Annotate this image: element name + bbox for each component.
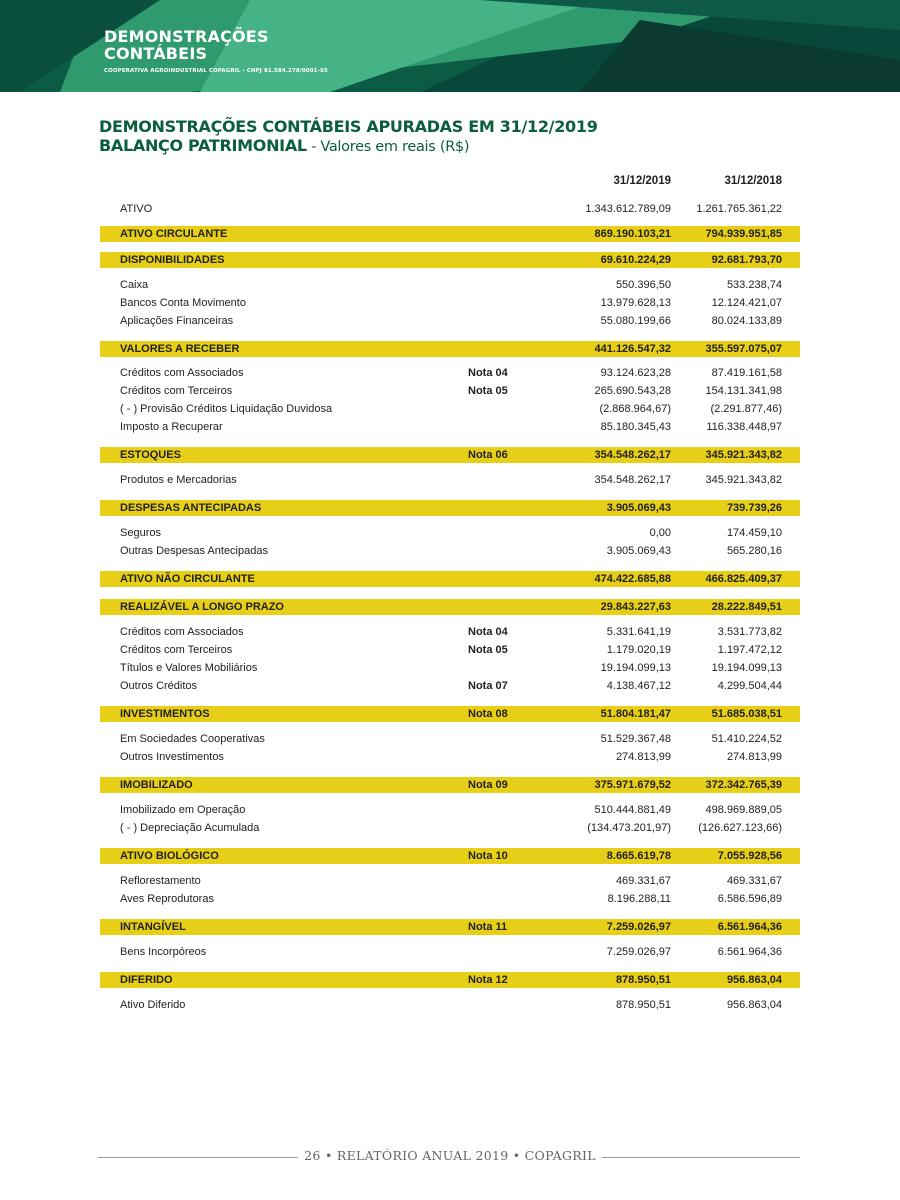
row-value-2018: 80.024.133,89 <box>711 315 782 327</box>
column-header-2019: 31/12/2019 <box>613 175 671 187</box>
row-note-reference: Nota 04 <box>468 626 508 638</box>
row-value-2019: 274.813,99 <box>615 751 671 763</box>
row-value-2018: 3.531.773,82 <box>717 626 782 638</box>
document-title-line2-bold: BALANÇO PATRIMONIAL <box>99 136 307 155</box>
row-value-2018: 1.261.765.361,22 <box>696 203 782 215</box>
section-row-ativo-nao-circulante <box>100 571 800 587</box>
row-label: DIFERIDO <box>120 974 173 986</box>
section-row-despesas-antecipadas <box>100 500 800 516</box>
row-value-2018: 372.342.765,39 <box>705 779 782 791</box>
header-title <box>104 28 269 62</box>
row-label: Reflorestamento <box>120 875 201 887</box>
table-row <box>100 312 800 330</box>
row-label: Créditos com Associados <box>120 367 244 379</box>
table-row <box>100 276 800 294</box>
section-row-ativo-biologico <box>100 848 800 864</box>
row-note-reference: Nota 04 <box>468 367 508 379</box>
row-label: DESPESAS ANTECIPADAS <box>120 502 262 514</box>
row-label: Ativo Diferido <box>120 999 186 1011</box>
row-label: Títulos e Valores Mobiliários <box>120 662 258 674</box>
row-value-2018: 51.685.038,51 <box>711 708 782 720</box>
row-value-2018: 466.825.409,37 <box>705 573 782 585</box>
row-label: ( - ) Provisão Créditos Liquidação Duvidosa <box>120 403 333 415</box>
row-label: Outros Créditos <box>120 680 198 692</box>
row-label: Créditos com Terceiros <box>120 644 233 656</box>
row-value-2019: 8.665.619,78 <box>606 850 671 862</box>
document-title-line1: DEMONSTRAÇÕES CONTÁBEIS APURADAS EM 31/12/2019 <box>99 117 598 136</box>
row-value-2019: 441.126.547,32 <box>594 343 671 355</box>
row-label: VALORES A RECEBER <box>120 343 240 355</box>
table-row <box>100 524 800 542</box>
row-value-2018: 355.597.075,07 <box>705 343 782 355</box>
table-row <box>100 294 800 312</box>
table-row <box>100 996 800 1014</box>
table-row <box>100 400 800 418</box>
row-value-2019: 4.138.467,12 <box>606 680 671 692</box>
row-value-2018: 6.561.964,36 <box>717 946 782 958</box>
table-row <box>100 418 800 436</box>
section-row-disponibilidades <box>100 252 800 268</box>
section-row-intangivel <box>100 919 800 935</box>
row-label: Imobilizado em Operação <box>120 804 246 816</box>
header-title-line1: DEMONSTRAÇÕES <box>104 27 269 46</box>
row-label: DISPONIBILIDADES <box>120 254 225 266</box>
row-value-2019: 869.190.103,21 <box>594 228 671 240</box>
table-row <box>100 819 800 837</box>
document-title-line2-rest: - Valores em reais (R$) <box>306 139 470 155</box>
table-row <box>100 730 800 748</box>
table-column-headers <box>100 170 800 192</box>
row-note-reference: Nota 10 <box>468 850 508 862</box>
balance-sheet-table <box>100 170 800 1014</box>
row-note-reference: Nota 06 <box>468 449 508 461</box>
row-note-reference: Nota 12 <box>468 974 508 986</box>
table-row <box>100 641 800 659</box>
row-value-2018: 6.586.596,89 <box>717 893 782 905</box>
row-note-reference: Nota 11 <box>468 921 508 933</box>
document-title <box>99 117 598 157</box>
row-value-2018: 274.813,99 <box>726 751 782 763</box>
row-value-2019: 51.804.181,47 <box>600 708 671 720</box>
section-row-diferido <box>100 972 800 988</box>
row-label: ( - ) Depreciação Acumulada <box>120 822 260 834</box>
row-label: Aplicações Financeiras <box>120 315 234 327</box>
row-value-2018: 345.921.343,82 <box>705 449 782 461</box>
row-value-2019: 19.194.099,13 <box>600 662 671 674</box>
row-value-2019: 93.124.623,28 <box>600 367 671 379</box>
row-value-2018: 794.939.951,85 <box>705 228 782 240</box>
row-value-2018: 498.969.889,05 <box>705 804 782 816</box>
row-label: Outras Despesas Antecipadas <box>120 545 268 557</box>
row-value-2019: 69.610.224,29 <box>600 254 671 266</box>
row-value-2018: 154.131.341,98 <box>705 385 782 397</box>
table-row <box>100 471 800 489</box>
row-value-2019: 29.843.227,63 <box>600 601 671 613</box>
row-label: Bens Incorpóreos <box>120 946 207 958</box>
row-value-2019: 510.444.881,49 <box>594 804 671 816</box>
row-value-2018: (2.291.877,46) <box>710 403 782 415</box>
table-row <box>100 623 800 641</box>
row-note-reference: Nota 05 <box>468 385 508 397</box>
row-label: Bancos Conta Movimento <box>120 297 246 309</box>
section-row-investimentos <box>100 706 800 722</box>
row-label: ESTOQUES <box>120 449 181 461</box>
row-label: REALIZÁVEL A LONGO PRAZO <box>120 601 284 613</box>
row-value-2019: 878.950,51 <box>615 974 671 986</box>
row-value-2018: 87.419.161,58 <box>711 367 782 379</box>
row-value-2019: 354.548.262,17 <box>594 449 671 461</box>
table-row <box>100 890 800 908</box>
row-label: Outros Investimentos <box>120 751 224 763</box>
section-row-realizavel-longo-prazo <box>100 599 800 615</box>
row-value-2019: 354.548.262,17 <box>594 474 671 486</box>
row-value-2019: 265.690.543,28 <box>594 385 671 397</box>
table-row <box>100 748 800 766</box>
row-value-2018: 12.124.421,07 <box>711 297 782 309</box>
row-note-reference: Nota 08 <box>468 708 508 720</box>
row-value-2018: 956.863,04 <box>726 974 782 986</box>
row-value-2018: 469.331,67 <box>726 875 782 887</box>
table-row <box>100 659 800 677</box>
row-value-2018: 28.222.849,51 <box>711 601 782 613</box>
row-value-2019: 8.196.288,11 <box>607 893 671 905</box>
footer-text: 26 • RELATÓRIO ANUAL 2019 • COPAGRIL <box>298 1148 602 1163</box>
row-label: ATIVO BIOLÓGICO <box>120 850 219 862</box>
row-label: IMOBILIZADO <box>120 779 193 791</box>
row-note-reference: Nota 05 <box>468 644 508 656</box>
document-title-line2 <box>99 136 598 157</box>
row-note-reference: Nota 09 <box>468 779 508 791</box>
page-header-banner <box>0 0 900 92</box>
row-value-2018: (126.627.123,66) <box>698 822 782 834</box>
row-value-2019: 5.331.641,19 <box>606 626 671 638</box>
row-label: Em Sociedades Cooperativas <box>120 733 265 745</box>
table-row <box>100 364 800 382</box>
row-value-2019: 7.259.026,97 <box>606 946 671 958</box>
section-row-ativo-circulante <box>100 226 800 242</box>
row-label: ATIVO CIRCULANTE <box>120 228 228 240</box>
row-label: ATIVO <box>120 203 153 215</box>
row-value-2018: 345.921.343,82 <box>705 474 782 486</box>
row-value-2018: 19.194.099,13 <box>711 662 782 674</box>
row-value-2019: 55.080.199,66 <box>600 315 671 327</box>
section-row-valores-a-receber <box>100 341 800 357</box>
column-header-2018: 31/12/2018 <box>724 175 782 187</box>
row-value-2018: 7.055.928,56 <box>717 850 782 862</box>
row-value-2018: 6.561.964,36 <box>717 921 782 933</box>
table-row <box>100 382 800 400</box>
row-value-2019: 550.396,50 <box>615 279 671 291</box>
row-value-2019: 7.259.026,97 <box>606 921 671 933</box>
table-row <box>100 801 800 819</box>
row-value-2018: 4.299.504,44 <box>717 680 782 692</box>
row-value-2019: 1.343.612.789,09 <box>585 203 671 215</box>
row-value-2019: 51.529.367,48 <box>600 733 671 745</box>
row-value-2018: 956.863,04 <box>726 999 782 1011</box>
table-row <box>100 943 800 961</box>
row-value-2019: 85.180.345,43 <box>600 421 671 433</box>
row-label: Caixa <box>120 279 149 291</box>
row-value-2019: 13.979.628,13 <box>600 297 671 309</box>
row-label: ATIVO NÃO CIRCULANTE <box>120 573 255 585</box>
row-label: Créditos com Associados <box>120 626 244 638</box>
row-value-2019: (2.868.964,67) <box>599 403 671 415</box>
row-value-2019: 375.971.679,52 <box>594 779 671 791</box>
row-value-2018: 116.338.448,97 <box>706 421 782 433</box>
header-title-line2: CONTÁBEIS <box>104 44 208 63</box>
row-value-2018: 565.280,16 <box>726 545 782 557</box>
row-value-2018: 1.197.472,12 <box>717 644 782 656</box>
table-row <box>100 872 800 890</box>
row-label: INVESTIMENTOS <box>120 708 210 720</box>
row-value-2019: 469.331,67 <box>615 875 671 887</box>
row-value-2019: 3.905.069,43 <box>606 502 671 514</box>
row-value-2019: 3.905.069,43 <box>606 545 671 557</box>
row-label: Seguros <box>120 527 161 539</box>
row-value-2018: 92.681.793,70 <box>711 254 782 266</box>
section-row-estoques <box>100 447 800 463</box>
row-label: Imposto a Recuperar <box>120 421 223 433</box>
header-subtitle: COOPERATIVA AGROINDUSTRIAL COPAGRIL - CNPJ 81.584.278/0001-55 <box>104 68 328 74</box>
row-value-2019: 474.422.685,88 <box>594 573 671 585</box>
table-row <box>100 677 800 695</box>
page-footer <box>0 1148 900 1163</box>
section-row-imobilizado <box>100 777 800 793</box>
row-note-reference: Nota 07 <box>468 680 508 692</box>
row-value-2018: 51.410.224,52 <box>711 733 782 745</box>
row-value-2019: 1.179.020,19 <box>606 644 671 656</box>
row-value-2018: 739.739,26 <box>726 502 782 514</box>
row-value-2019: 0,00 <box>649 527 671 539</box>
row-label: Produtos e Mercadorias <box>120 474 237 486</box>
row-label: Aves Reprodutoras <box>120 893 214 905</box>
row-value-2018: 533.238,74 <box>726 279 782 291</box>
row-label: INTANGÍVEL <box>120 921 186 933</box>
table-row-ativo <box>100 200 800 218</box>
row-value-2019: (134.473.201,97) <box>587 822 671 834</box>
row-label: Créditos com Terceiros <box>120 385 233 397</box>
table-row <box>100 542 800 560</box>
row-value-2019: 878.950,51 <box>615 999 671 1011</box>
row-value-2018: 174.459,10 <box>726 527 782 539</box>
